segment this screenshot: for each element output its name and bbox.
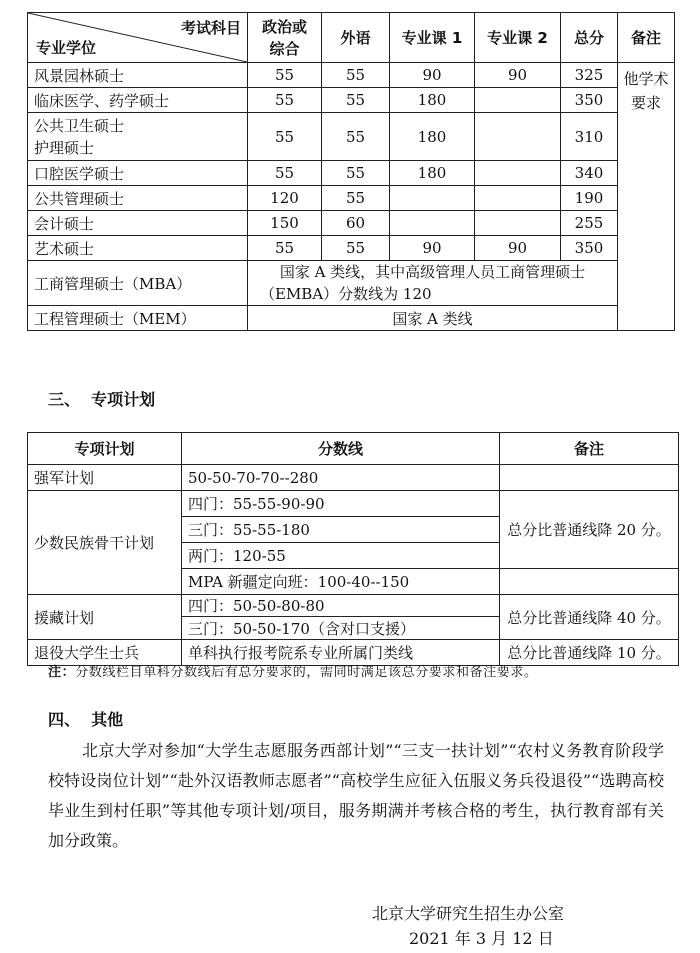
score-cell: 55 [248, 63, 322, 88]
col-header-remark: 备注 [500, 433, 679, 465]
table-row [28, 186, 675, 211]
note-text: 分数线栏目单科分数线后有总分要求的，需同时满足该总分要求和备注要求。 [75, 665, 538, 680]
col-header-total: 总分 [561, 13, 618, 63]
col-header-score: 分数线 [182, 433, 500, 465]
remark-cell [500, 569, 679, 595]
signature-date: 2021 年 3 月 12 日 [409, 929, 554, 948]
score-cell [390, 186, 475, 211]
score-line: 三门：55-55-180 [182, 517, 500, 543]
col-header-major-1: 专业课 1 [390, 13, 475, 63]
table-row-mba [28, 261, 675, 306]
col-header-politics: 政治或综合 [248, 13, 322, 63]
mba-score-cell: 国家 A 类线，其中高级管理人员工商管理硕士 （EMBA）分数线为 120 [248, 261, 618, 306]
degree-name: 艺术硕士 [28, 236, 248, 261]
remark-cell: 总分比普通线降 40 分。 [500, 595, 679, 640]
score-line: 两门：120-55 [182, 543, 500, 569]
score-line: 四门：55-55-90-90 [182, 491, 500, 517]
degree-name: 口腔医学硕士 [28, 161, 248, 186]
section-3-heading: 三、 专项计划 [48, 390, 156, 409]
score-cell: 90 [475, 236, 561, 261]
score-line: 50-50-70-70--280 [182, 465, 500, 491]
score-cell: 55 [248, 113, 322, 161]
score-cell: 55 [322, 236, 390, 261]
score-cell: 55 [322, 161, 390, 186]
total-cell: 350 [561, 236, 618, 261]
score-cell [475, 88, 561, 113]
score-cell: 120 [248, 186, 322, 211]
table-row [28, 211, 675, 236]
table-row [28, 595, 679, 617]
score-cell: 55 [322, 88, 390, 113]
score-line: 四门：50-50-80-80 [182, 595, 500, 617]
plan-name: 强军计划 [28, 465, 182, 491]
score-cell: 90 [390, 236, 475, 261]
score-cell: 55 [248, 236, 322, 261]
col-header-major-2: 专业课 2 [475, 13, 561, 63]
table-row-mem [28, 306, 675, 331]
score-cell: 55 [322, 63, 390, 88]
total-cell: 325 [561, 63, 618, 88]
degree-name: 公共管理硕士 [28, 186, 248, 211]
score-cell: 55 [322, 113, 390, 161]
score-line: 单科执行报考院系专业所属门类线 [182, 640, 500, 666]
score-cell [475, 113, 561, 161]
table-row [28, 161, 675, 186]
table-header-row [28, 433, 679, 465]
degree-label: 专业学位 [36, 39, 97, 57]
plan-name: 援藏计划 [28, 595, 182, 640]
section-4-heading: 四、 其他 [48, 710, 124, 729]
degree-name: 临床医学、药学硕士 [28, 88, 248, 113]
special-plan-table [27, 432, 679, 666]
score-cell [475, 186, 561, 211]
score-cell [390, 211, 475, 236]
table-row [28, 63, 675, 88]
subject-label: 考试科目 [180, 19, 241, 37]
remark-cell: 总分比普通线降 10 分。 [500, 640, 679, 666]
remark-cell [500, 465, 679, 491]
table-row [28, 236, 675, 261]
score-cell: 55 [248, 88, 322, 113]
col-header-foreign-language: 外语 [322, 13, 390, 63]
score-line: MPA 新疆定向班：100-40--150 [182, 569, 500, 595]
table-row [28, 491, 679, 517]
score-cell: 90 [390, 63, 475, 88]
total-cell: 350 [561, 88, 618, 113]
table-row [28, 88, 675, 113]
score-cell: 55 [248, 161, 322, 186]
diagonal-header-cell [28, 13, 248, 63]
total-cell: 190 [561, 186, 618, 211]
total-cell: 310 [561, 113, 618, 161]
score-cell: 180 [390, 113, 475, 161]
total-cell: 340 [561, 161, 618, 186]
degree-name: 会计硕士 [28, 211, 248, 236]
col-header-remark: 备注 [618, 13, 675, 63]
col-header-plan: 专项计划 [28, 433, 182, 465]
table-row [28, 113, 675, 161]
score-cell: 60 [322, 211, 390, 236]
score-cell: 90 [475, 63, 561, 88]
score-cell: 180 [390, 161, 475, 186]
score-cell: 150 [248, 211, 322, 236]
plan-name: 少数民族骨干计划 [28, 491, 182, 595]
section-4-paragraph: 北京大学对参加“大学生志愿服务西部计划”“三支一扶计划”“农村义务教育阶段学校特设岗位计划”“赴外汉语教师志愿者”“高校学生应征入伍服义务兵役退役”“选聘高校毕业生到村任职”等其他专项计划/项目，服务期满并考核合格的考生，执行教育部有关加分政策。 [48, 741, 664, 850]
degree-name: 公共卫生硕士 护理硕士 [28, 113, 248, 161]
table-note [48, 661, 538, 680]
degree-name: 工程管理硕士（MEM） [28, 306, 248, 331]
degree-name: 风景园林硕士 [28, 63, 248, 88]
signature-organization: 北京大学研究生招生办公室 [372, 904, 565, 923]
score-cell [475, 161, 561, 186]
score-line: 三门：50-50-170（含对口支援） [182, 617, 500, 640]
table-row [28, 465, 679, 491]
score-table-professional [27, 12, 675, 331]
note-label: 注： [48, 665, 76, 680]
score-cell: 55 [322, 186, 390, 211]
mem-score-cell: 国家 A 类线 [248, 306, 618, 331]
total-cell: 255 [561, 211, 618, 236]
remark-cell: 他学术要求 [618, 63, 675, 331]
remark-cell: 总分比普通线降 20 分。 [500, 491, 679, 569]
plan-name: 退役大学生士兵 [28, 640, 182, 666]
score-cell [475, 211, 561, 236]
score-cell: 180 [390, 88, 475, 113]
degree-name: 工商管理硕士（MBA） [28, 261, 248, 306]
table-header-row [28, 13, 675, 63]
